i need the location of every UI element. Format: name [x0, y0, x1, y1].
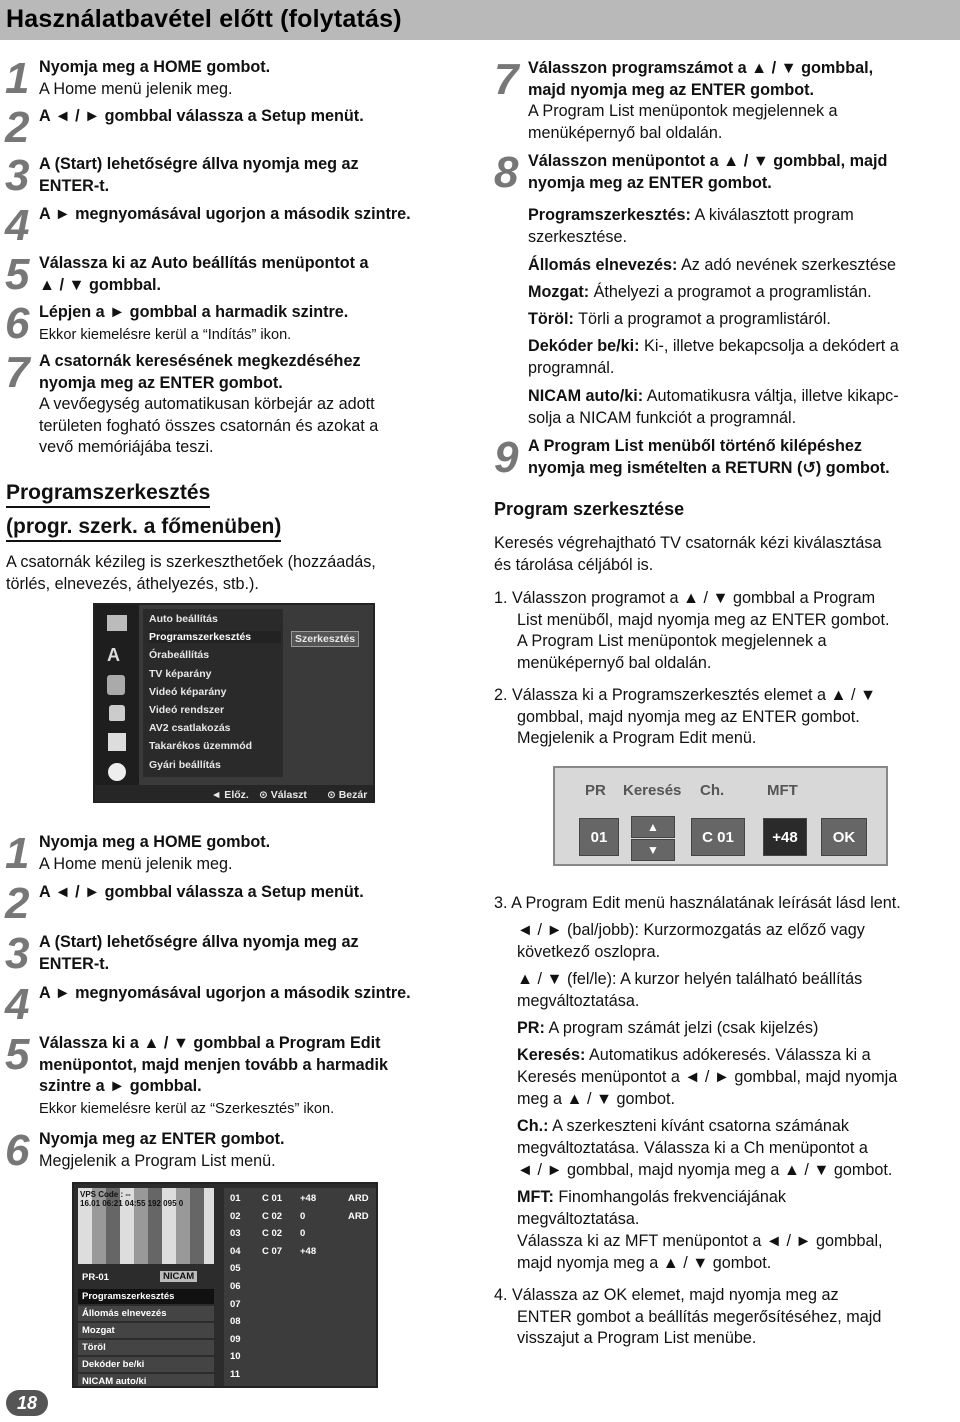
step-text: Lépjen a ► gombbal a harmadik szintre. Ekkor kiemelésre kerül a “Indítás” ikon.	[39, 303, 349, 343]
edit-help-line: Keresés: Automatikus adókeresés. Válassza ki a	[517, 1046, 871, 1064]
pe-header-pr: PR	[585, 782, 606, 799]
pl-row-cell: ARD	[348, 1210, 369, 1222]
pl-row-cell: 03	[230, 1228, 241, 1240]
step-text: Nyomja meg a HOME gombot. A Home menü jelenik meg.	[39, 833, 271, 873]
section-progr-title-2: (progr. szerk. a főmenüben)	[6, 515, 281, 542]
pl-row-cell: C 02	[262, 1210, 283, 1222]
step-number: 7	[5, 348, 30, 397]
pl-menu-item: Programszerkesztés	[78, 1289, 214, 1304]
pl-row-cell: 06	[230, 1281, 241, 1292]
step-text: Válasszon menüpontot a ▲ / ▼ gombbal, majd nyomja meg az ENTER gombot.	[528, 152, 888, 192]
edit-help-line: megváltoztatása.	[517, 1210, 640, 1228]
osd-menu-item: Gyári beállítás	[149, 758, 221, 771]
step-text: A Program List menüből történő kilépéshez nyomja meg ismételten a RETURN (↺) gombot.	[528, 437, 890, 477]
pl-menu-item: Mozgat	[78, 1323, 214, 1338]
section-progr-text-2: törlés, elnevezés, áthelyezés, stb.).	[6, 575, 259, 593]
pl-row-cell: 09	[230, 1333, 241, 1345]
step-text: A ► megnyomásával ugorjon a második szintre.	[39, 984, 411, 1002]
pl-row-cell: 04	[230, 1245, 241, 1257]
edit-help-line: Válassza ki az MFT menüpontot a ◄ / ► gombbal,	[517, 1232, 883, 1250]
edit-help-line: PR: A program számát jelzi (csak kijelzés)	[517, 1019, 819, 1037]
osd-icon-bar	[95, 605, 139, 803]
pl-row-cell: 10	[230, 1351, 241, 1363]
step-text: A ◄ / ► gombbal válassza a Setup menüt.	[39, 883, 364, 901]
lock-icon	[109, 705, 125, 721]
program-edit-screenshot	[553, 766, 888, 866]
right-item-4: 4. Válassza az OK elemet, majd nyomja meg az ENTER gombot a beállítás megerősítéséhez, majd visszajut a Program List menübe.	[494, 1286, 882, 1347]
pl-info-1: VPS Code : --	[80, 1190, 131, 1199]
step-number: 4	[5, 980, 30, 1029]
step-number: 9	[494, 433, 519, 482]
section-progr-title-1: Programszerkesztés	[6, 481, 210, 508]
osd-menu-item: Auto beállítás	[149, 613, 218, 625]
osd-menu-item: Programszerkesztés	[149, 631, 281, 643]
pe-ch-field[interactable]: C 01	[691, 818, 745, 856]
program-edit-item-1: 1. Válasszon programot a ▲ / ▼ gombbal a Program List menüből, majd nyomja meg az ENTER gombot. A Program List menüpontok megjelennek a menüképernyő bal oldalán.	[494, 589, 890, 672]
step-number: 6	[5, 1126, 30, 1175]
osd-option-szerkesztes: Szerkesztés	[291, 631, 359, 647]
pe-mft-field[interactable]: +48	[763, 818, 807, 856]
edit-help-line: következő oszlopra.	[517, 943, 661, 961]
step-text: Válassza ki az Auto beállítás menüpontot a ▲ / ▼ gombbal.	[39, 254, 369, 294]
osd-menu-item: Takarékos üzemmód	[149, 740, 253, 753]
menu-definition: Mozgat: Áthelyezi a programot a programlistán.	[528, 283, 872, 301]
osd-footer-select: ⊙ Választ	[259, 789, 307, 801]
edit-help-line: ▲ / ▼ (fel/le): A kurzor helyén található beállítás	[517, 970, 863, 988]
step-number: 3	[5, 151, 30, 200]
step-text: A ◄ / ► gombbal válassza a Setup menüt.	[39, 107, 364, 125]
pe-header-ch: Ch.	[700, 782, 725, 799]
step-text: A (Start) lehetőségre állva nyomja meg az ENTER-t.	[39, 933, 359, 973]
pe-header-mft: MFT	[767, 782, 798, 799]
edit-help-line: majd nyomja meg a ▲ / ▼ gombot.	[517, 1254, 772, 1272]
edit-help-line: Ch.: A szerkeszteni kívánt csatorna számának	[517, 1117, 849, 1135]
edit-help-line: ◄ / ► gombbal, majd nyomja meg a ▲ / ▼ gombot.	[517, 1161, 893, 1179]
page-header	[0, 0, 960, 40]
page-title: Használatbavétel előtt (folytatás)	[6, 5, 402, 33]
pe-search-down-button[interactable]: ▼	[631, 839, 675, 861]
pl-row-cell: +48	[300, 1245, 317, 1257]
pe-pr-field[interactable]: 01	[579, 818, 619, 856]
pl-menu-item: NICAM auto/ki	[78, 1374, 214, 1388]
step-number: 1	[5, 54, 30, 103]
edit-help-line: Keresés menüpontot a ◄ / ► gombbal, majd nyomja	[517, 1068, 898, 1086]
osd-footer-close: ⊙ Bezár	[327, 789, 368, 801]
osd-menu-item: Videó képarány	[149, 685, 227, 698]
pl-row-cell: 0	[300, 1210, 306, 1222]
program-list-screenshot	[72, 1182, 378, 1388]
step-number: 8	[494, 148, 519, 197]
pl-menu-item: Állomás elnevezés	[78, 1306, 214, 1321]
pl-row-cell: 0	[300, 1228, 306, 1240]
step-text: Válassza ki a ▲ / ▼ gombbal a Program Edit menüpontot, majd menjen tovább a harmadik szintre a ► gombbal. Ekkor kiemelésre kerül az “Szerkesztés” ikon.	[39, 1034, 388, 1117]
film-icon	[107, 615, 127, 631]
menu-definition: NICAM auto/ki: Automatikusra váltja, illetve kikapc- solja a NICAM funkciót a programnál.	[528, 387, 899, 427]
osd-menu-item: Videó rendszer	[149, 704, 225, 716]
pl-row-cell: 07	[230, 1298, 241, 1310]
pl-row-cell: 11	[230, 1369, 241, 1380]
filmstrip-icon	[108, 733, 126, 751]
program-edit-item-2: 2. Válassza ki a Programszerkesztés elemet a ▲ / ▼ gombbal, majd nyomja meg az ENTER gombot. Megjelenik a Program Edit menü.	[494, 686, 877, 747]
menu-definition: Dekóder be/ki: Ki-, illetve bekapcsolja a dekódert a programnál.	[528, 337, 899, 377]
section-progr-text-1: A csatornák kézileg is szerkeszthetőek (hozzáadás,	[6, 553, 376, 571]
step-text: A csatornák keresésének megkezdéséhez nyomja meg az ENTER gombot. A vevőegység automatikusan körbejár az adott területen fogható összes csatornán és azokat a vevő memóriájába teszi.	[39, 352, 379, 456]
step-number: 2	[5, 103, 30, 152]
osd-menu-item: Órabeállítás	[149, 649, 210, 662]
osd-menu-item: TV képarány	[149, 667, 212, 680]
pe-ok-button[interactable]: OK	[821, 818, 867, 856]
edit-help-line: meg a ▲ / ▼ gombot.	[517, 1090, 676, 1108]
step-number: 2	[5, 879, 30, 928]
edit-help-line: MFT: Finomhangolás frekvenciájának	[517, 1188, 787, 1206]
osd-footer-prev: ◄ Előz.	[211, 789, 249, 801]
pe-search-up-button[interactable]: ▲	[631, 816, 675, 838]
pl-row-cell: 08	[230, 1316, 241, 1328]
right-item-3: 3. A Program Edit menü használatának leírását lásd lent.	[494, 894, 901, 912]
pl-row-cell: C 07	[262, 1245, 283, 1257]
setup-menu-screenshot	[93, 603, 375, 803]
program-edit-title: Program szerkesztése	[494, 499, 685, 519]
edit-help-line: megváltoztatása.	[517, 992, 640, 1010]
step-text: A ► megnyomásával ugorjon a második szintre.	[39, 205, 411, 223]
pl-row-cell: 05	[230, 1263, 241, 1275]
step-text: Válasszon programszámot a ▲ / ▼ gombbal, majd nyomja meg az ENTER gombot. A Program List menüpontok megjelennek a menüképernyő bal oldalán.	[528, 59, 874, 142]
program-edit-intro-1: Keresés végrehajtható TV csatornák kézi kiválasztása	[494, 534, 882, 552]
edit-help-line: ◄ / ► (bal/jobb): Kurzormozgatás az előző vagy	[517, 921, 865, 939]
pl-nicam-badge: NICAM	[160, 1271, 197, 1282]
letter-a-icon: A	[107, 645, 120, 665]
pl-menu-item: Dekóder be/ki	[78, 1357, 214, 1372]
step-number: 7	[494, 55, 519, 104]
pl-pr: PR-01	[82, 1272, 109, 1283]
menu-definition: Töröl: Törli a programot a programlistáról.	[528, 310, 831, 328]
step-text: Nyomja meg az ENTER gombot. Megjelenik a Program List menü.	[39, 1130, 285, 1170]
menu-definition: Programszerkesztés: A kiválasztott program szerkesztése.	[528, 206, 854, 246]
pl-info-2: 16.01 06:21 04:55 192 095 0	[80, 1199, 184, 1208]
pl-row-cell: ARD	[348, 1193, 369, 1204]
osd-menu-item: AV2 csatlakozás	[149, 722, 231, 735]
pl-row-cell: 01	[230, 1193, 241, 1204]
pl-row-cell: +48	[300, 1193, 317, 1204]
pl-menu-item: Töröl	[78, 1340, 214, 1355]
step-number: 4	[5, 201, 30, 250]
program-edit-intro-2: és tárolása céljából is.	[494, 556, 654, 574]
pl-row-cell: C 02	[262, 1228, 283, 1240]
step-text: Nyomja meg a HOME gombot. A Home menü jelenik meg.	[39, 58, 271, 98]
step-number: 6	[5, 299, 30, 348]
speaker-icon	[107, 675, 125, 695]
step-number: 3	[5, 929, 30, 978]
menu-definition: Állomás elnevezés: Az adó nevének szerkesztése	[528, 256, 897, 274]
step-text: A (Start) lehetőségre állva nyomja meg az ENTER-t.	[39, 155, 359, 195]
pl-row-cell: C 01	[262, 1193, 283, 1204]
step-number: 5	[5, 250, 30, 299]
page-number: 18	[6, 1390, 48, 1416]
edit-help-line: megváltoztatása. Válassza ki a Ch menüpontot a	[517, 1139, 868, 1157]
step-number: 5	[5, 1030, 30, 1079]
pe-header-kereses: Keresés	[623, 782, 682, 799]
pl-row-cell: 02	[230, 1210, 241, 1222]
disc-icon	[108, 763, 126, 781]
step-number: 1	[5, 829, 30, 878]
